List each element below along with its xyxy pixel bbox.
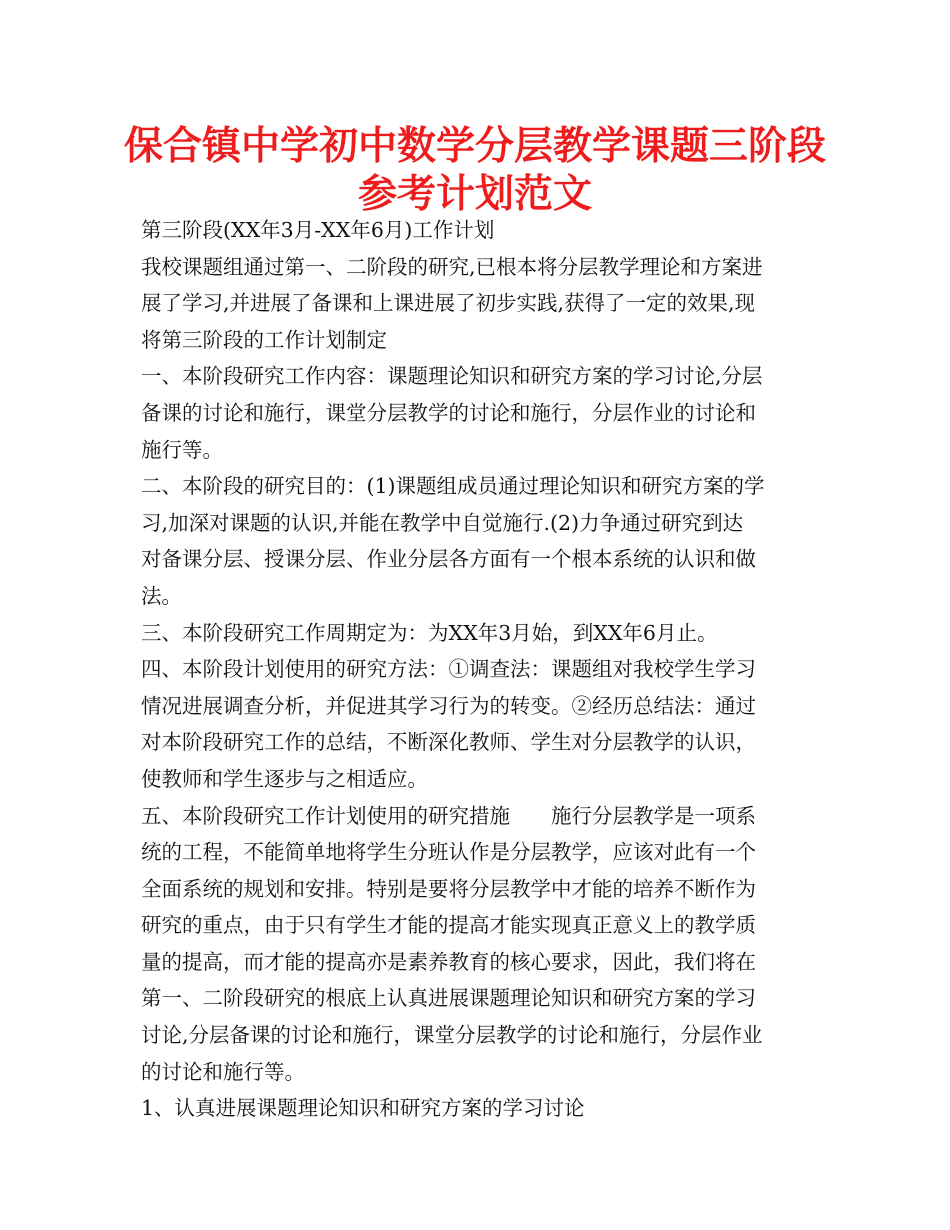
- body-line: 对本阶段研究工作的总结，不断深化教师、学生对分层教学的认识，: [141, 730, 756, 755]
- body-line: 对备课分层、授课分层、作业分层各方面有一个根本系统的认识和做: [141, 547, 756, 572]
- body-line: 展了学习,并进展了备课和上课进展了初步实践,获得了一定的效果,现: [141, 291, 756, 316]
- body-line: 三、本阶段研究工作周期定为：为XX年3月始，到XX年6月止。: [141, 620, 718, 645]
- body-line: 五、本阶段研究工作计划使用的研究措施 施行分层教学是一项系: [141, 803, 756, 828]
- body-line: 研究的重点，由于只有学生才能的提高才能实现真正意义上的教学质: [141, 913, 756, 938]
- body-line: 统的工程，不能简单地将学生分班认作是分层教学，应该对此有一个: [141, 840, 756, 865]
- body-line: 将第三阶段的工作计划制定: [141, 327, 387, 352]
- body-line: 我校课题组通过第一、二阶段的研究,已根本将分层教学理论和方案进: [141, 254, 763, 279]
- document-title-line-2: 参考计划范文: [357, 172, 592, 217]
- body-line: 全面系统的规划和安排。特别是要将分层教学中才能的培养不断作为: [141, 876, 756, 901]
- body-line: 第三阶段(XX年3月-XX年6月)工作计划: [141, 218, 495, 242]
- body-line: 四、本阶段计划使用的研究方法：①调查法：课题组对我校学生学习: [141, 657, 756, 682]
- body-line: 讨论,分层备课的讨论和施行，课堂分层教学的讨论和施行，分层作业: [141, 1023, 763, 1048]
- body-line: 量的提高，而才能的提高亦是素养教育的核心要求，因此，我们将在: [141, 949, 756, 974]
- body-line: 情况进展调查分析，并促进其学习行为的转变。②经历总结法：通过: [141, 693, 756, 718]
- body-line: 使教师和学生逐步与之相适应。: [141, 766, 428, 791]
- body-line: 备课的讨论和施行，课堂分层教学的讨论和施行，分层作业的讨论和: [141, 400, 756, 425]
- body-line: 的讨论和施行等。: [141, 1059, 305, 1084]
- document-body: [141, 212, 813, 1127]
- body-line: 1、认真进展课题理论知识和研究方案的学习讨论: [141, 1096, 585, 1121]
- body-line: 习,加深对课题的认识,并能在教学中自觉施行.(2)力争通过研究到达: [141, 510, 744, 535]
- document-title-line-1: 保合镇中学初中数学分层教学课题三阶段: [123, 124, 826, 169]
- body-line: 第一、二阶段研究的根底上认真进展课题理论知识和研究方案的学习: [141, 986, 756, 1011]
- body-line: 一、本阶段研究工作内容：课题理论知识和研究方案的学习讨论,分层: [141, 364, 763, 389]
- body-line: 施行等。: [141, 437, 223, 462]
- body-line: 二、本阶段的研究目的：(1)课题组成员通过理论知识和研究方案的学: [141, 474, 765, 499]
- body-line: 法。: [141, 583, 182, 608]
